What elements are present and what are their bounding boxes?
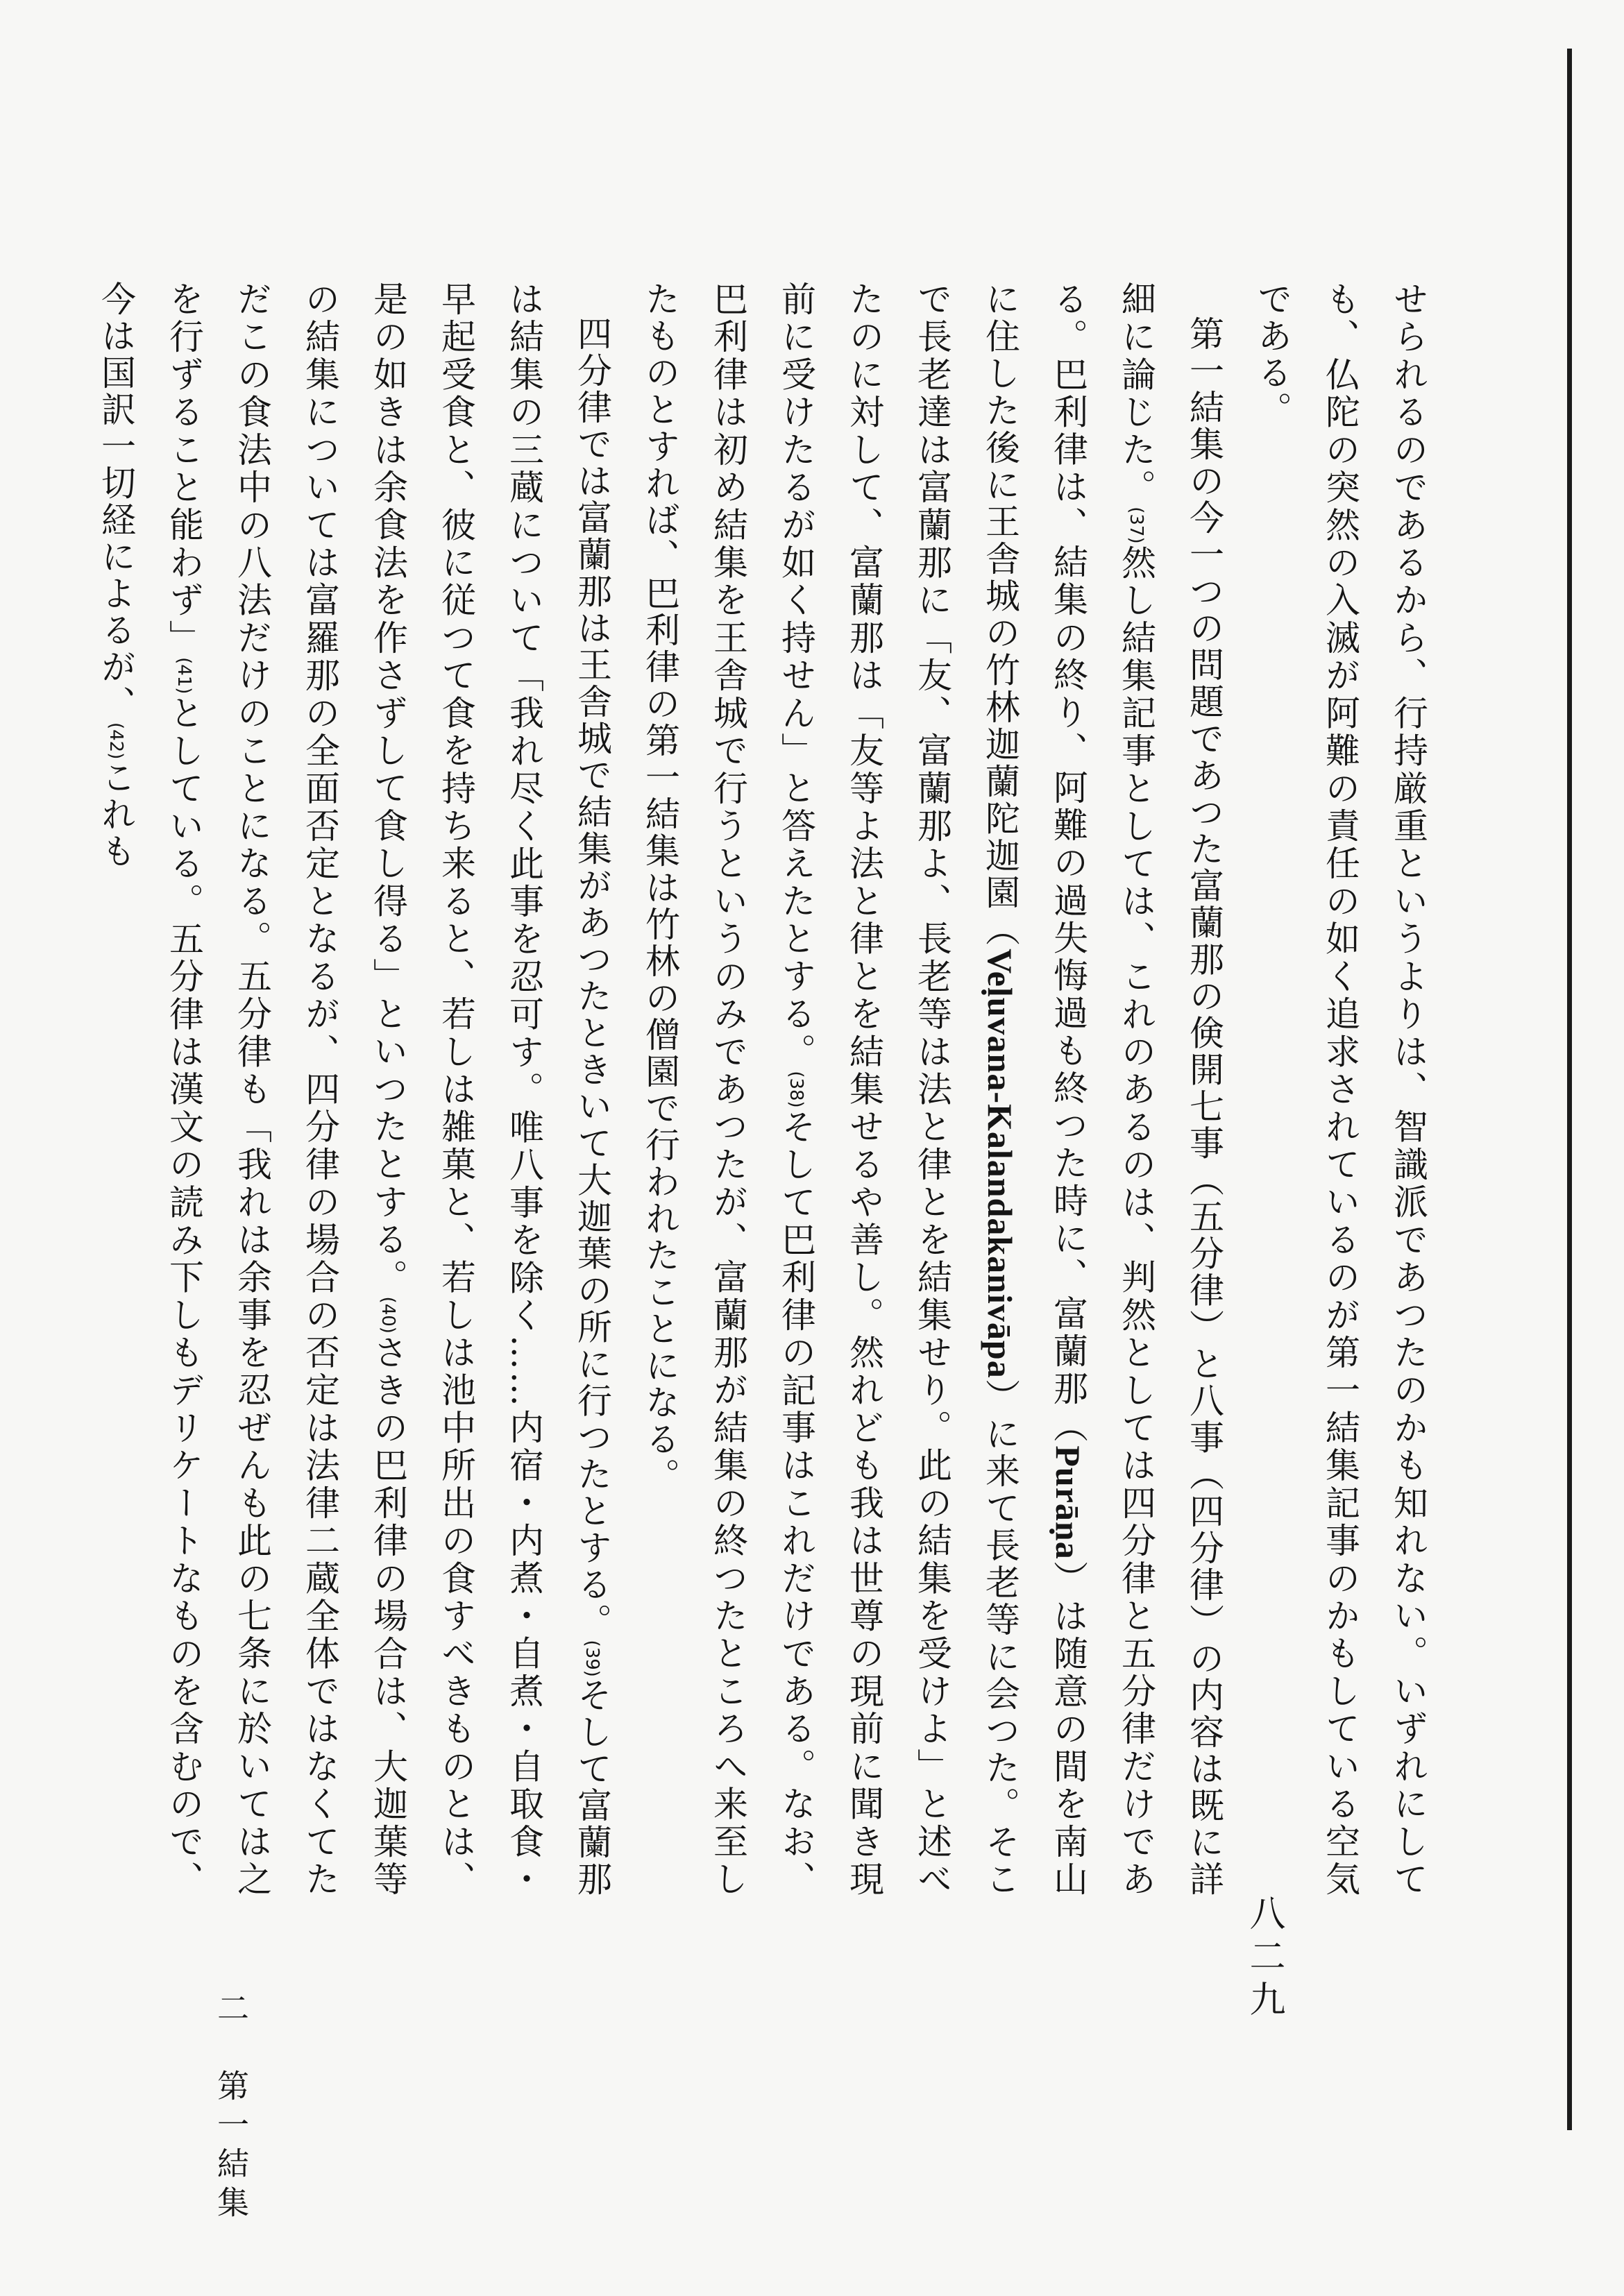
text-run: さきの巴利律の場合は、大迦葉等の結集については富羅那の全面否定となるが、四分律の場合の否定は法律二蔵全体ではなくてただこの食法中の八法だけのことになる。五分律も「我れは余事を忍ぜんも此の七条に於いては之を行ずること能わず」: [164, 281, 408, 1898]
text-run: そして巴利律の記事はこれだけである。なお、巴利律は初め結集を王舎城で行うというのみであつたが、富蘭那が結集の終つたところへ来至したものとすれば、巴利律の第一結集は竹林の僧園で行われたことになる。: [640, 281, 816, 1898]
footnote-ref: (41): [174, 657, 194, 695]
page-edge-line: [1567, 49, 1572, 2130]
romanized-term: Veḷuvana-Kalandakanivāpa: [981, 949, 1020, 1379]
paragraph: [82, 281, 626, 1898]
footnote-ref: (40): [378, 1296, 398, 1334]
romanized-term: Purāṇa: [1049, 1445, 1088, 1560]
text-run: としている。五分律は漢文の読み下しもデリケートなものを含むので、今は国訳一切経によるが、: [96, 281, 204, 1898]
footnote-ref: (38): [786, 1071, 806, 1108]
text-run: 然し結集記事としては、これのあるのは、判然としては四分律と五分律だけである。巴利律は、結集の終り、阿難の過失悔過も終つた時に、富蘭那（: [1048, 281, 1156, 1898]
page-number: 八二九: [1243, 1894, 1285, 2023]
paragraph: [1238, 281, 1442, 1898]
paragraph: [626, 281, 1238, 1898]
text-run: これも: [96, 759, 136, 870]
text-run: ）に来て長老等に会つた。そこで長老達は富蘭那に「友、富蘭那よ、長老等は法と律とを結集せり。此の結集を受けよ」と述べたのに対して、富蘭那は「友等よ法と律とを結集せるや善し。然れども我は世尊の現前に聞き現前に受けたるが如く持せん」と答えたとする。: [776, 281, 1020, 1898]
body-text: [96, 281, 1442, 1898]
footnote-ref: (42): [105, 722, 126, 760]
footnote-ref: (37): [1126, 507, 1147, 544]
text-run: せられるのであるから、行持厳重というよりは、智識派であつたのかも知れない。いずれにしても、仏陀の突然の入滅が阿難の責任の如く追求されているのが第一結集記事のかもしている空気である。: [1252, 281, 1428, 1898]
footnote-ref: (39): [582, 1640, 602, 1677]
text-run: ）は随意の間を南山に住した後に王舎城の竹林迦蘭陀迦園（: [980, 281, 1088, 1898]
text-run: 四分律では富蘭那は王舎城で結集があつたときいて大迦葉の所に行つたとする。: [572, 316, 612, 1640]
running-head: 二 第一結集: [212, 1991, 250, 2225]
text-run: そして富蘭那は結集の三蔵について「我れ尽く此事を忍可す。唯八事を除く……内宿・内煮・自煮・自取食・早起受食と、彼に従つて食を持ち来ると、若しは雑菓と、若しは池中所出の食すべきものとは、是の如きは余食法を作さずして食し得る」といつたとする。: [368, 281, 612, 1898]
text-run: 第一結集の今一つの問題であつた富蘭那の倹開七事（五分律）と八事（四分律）の内容は既に詳細に論じた。: [1116, 281, 1224, 1898]
